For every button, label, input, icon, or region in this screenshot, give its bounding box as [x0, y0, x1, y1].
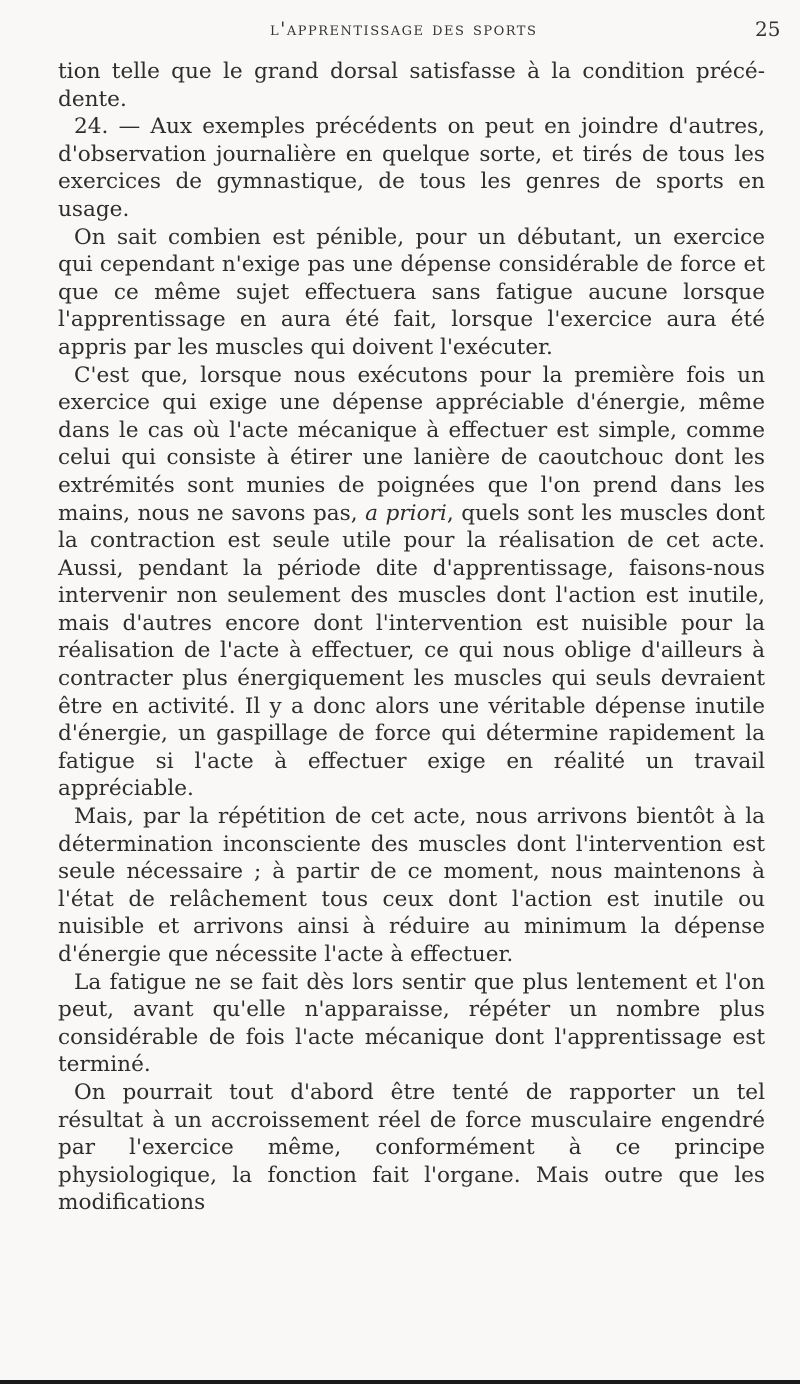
paragraph-7: On pourrait tout d'abord être tenté de rapporter un tel résultat à un accroissement réel de force musculaire engendré par l'exercice même, conformément à ce principe physiologique, la fonction fait l'organe. Mais outre que les modifications: [58, 1079, 765, 1216]
paragraph-5: Mais, par la répétition de cet acte, nous arrivons bientôt à la détermination inconsciente des muscles dont l'intervention est seule nécessaire ; à partir de ce moment, nous maintenons à l'état de relâchement tous ceux dont l'action est inutile ou nuisible et arrivons ainsi à réduire au minimum la dépense d'énergie que nécessite l'acte à effectuer.: [58, 804, 765, 967]
page-number: 25: [755, 17, 781, 41]
paragraph-4-start: C'est que, lorsque nous exécutons pour la première fois un exercice qui exige une dépense appréciable d'énergie, même dans le cas où l'acte mécanique à effectuer est simple, comme celui qui consiste à étirer une lanière de caoutchouc dont les extrémités sont munies de poignées que l'on prend dans les mains, nous ne savons pas,: [58, 362, 765, 526]
paragraph-3: On sait combien est pénible, pour un débutant, un exercice qui cependant n'exige pas une dépense considérable de force et que ce même sujet effectuera sans fatigue aucune lorsque l'apprentissage en aura été fait, lorsque l'exercice aura été appris par les muscles qui doivent l'exécuter.: [58, 224, 765, 360]
paragraph-2: 24. — Aux exemples précédents on peut en joindre d'autres, d'observation journalière en quelque sorte, et tirés de tous les exercices de gymnastique, de tous les genres de sports en usage.: [58, 114, 765, 222]
italic-phrase: a priori: [365, 500, 447, 526]
paragraph-4: [58, 362, 765, 804]
paragraph-6: La fatigue ne se fait dès lors sentir que plus lentement et l'on peut, avant qu'elle n'apparaisse, répéter un nombre plus considérable de fois l'acte mécanique dont l'apprentissage est terminé.: [58, 969, 765, 1078]
paragraph-1: tion telle que le grand dorsal satisfasse à la condition précé-dente.: [58, 59, 765, 112]
page-edge-rule: [0, 1380, 800, 1384]
running-title: l'apprentissage des sports: [270, 18, 538, 40]
body-text: [58, 58, 765, 1217]
paragraph-4-end: , quels sont les muscles dont la contraction est seule utile pour la réalisation de cet acte. Aussi, pendant la période dite d'apprentissage, faisons-nous intervenir non seulement des muscles dont l'action est inutile, mais d'autres encore dont l'intervention est nuisible pour la réalisation de l'acte à effectuer, ce qui nous oblige d'ailleurs à contracter plus énergiquement les muscles qui seuls devraient être en activité. Il y a donc alors une véritable dépense inutile d'énergie, un gaspillage de force qui détermine rapidement la fatigue si l'acte à effectuer exige en réalité un travail appréciable.: [58, 500, 765, 802]
